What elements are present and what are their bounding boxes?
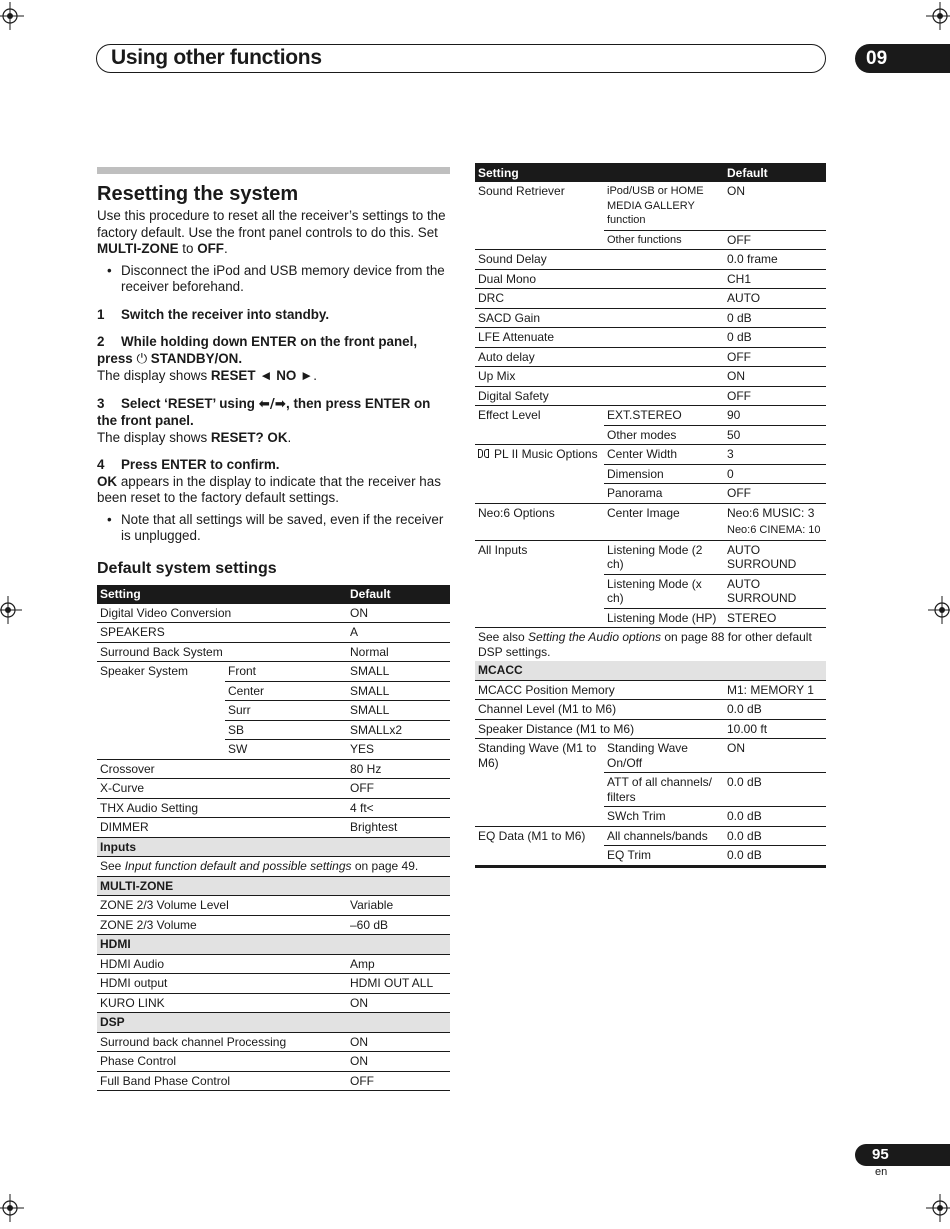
table-note-see-also: See also Setting the Audio options on page 88 for other default DSP settings. bbox=[478, 630, 812, 659]
table-row: Dimension 0 bbox=[475, 464, 826, 484]
table-row: Sound Delay 0.0 frame bbox=[475, 250, 826, 270]
table-row: Other functions OFF bbox=[475, 230, 826, 250]
page-language: en bbox=[875, 1166, 888, 1178]
table-row: EQ Trim 0.0 dB bbox=[607, 848, 762, 862]
table-row: Phase Control ON bbox=[97, 1052, 450, 1072]
table-row: Surr SMALL bbox=[97, 701, 450, 721]
table-row: THX Audio Setting 4 ft< bbox=[97, 798, 450, 818]
chapter-title: Using other functions bbox=[111, 46, 322, 69]
table-section-dsp: DSP bbox=[97, 1013, 450, 1033]
table-row: Listening Mode (HP) STEREO bbox=[475, 608, 826, 628]
table-row: DRC AUTO bbox=[475, 289, 826, 309]
table-section-mcacc: MCACC bbox=[475, 661, 826, 680]
table-header: Setting Default bbox=[97, 585, 450, 604]
table-row: X-Curve OFF bbox=[97, 779, 450, 799]
table-row: Up Mix ON bbox=[475, 367, 826, 387]
table-section-hdmi: HDMI bbox=[97, 935, 450, 955]
chapter-header-bar bbox=[96, 44, 826, 73]
table-row: Digital Safety OFF bbox=[475, 386, 826, 406]
table-row: ZONE 2/3 Volume Level Variable bbox=[97, 896, 450, 916]
table-row: KURO LINK ON bbox=[97, 993, 450, 1013]
table-row: SB SMALLx2 bbox=[97, 720, 450, 740]
table-row: Sound Retriever iPod/USB or HOME MEDIA GALLERY function ON bbox=[475, 182, 826, 230]
table-row: HDMI Audio Amp bbox=[97, 954, 450, 974]
table-row: MCACC Position Memory M1: MEMORY 1 bbox=[475, 680, 826, 700]
table-section-multizone: MULTI-ZONE bbox=[97, 876, 450, 896]
table-section-inputs: Inputs bbox=[97, 837, 450, 857]
table-row: SACD Gain 0 dB bbox=[475, 308, 826, 328]
table-header: Setting Default bbox=[475, 163, 826, 182]
step-4-description: OK appears in the display to indicate that the receiver has been reset to the factory default settings. bbox=[97, 473, 441, 505]
table-row: Surround back channel Processing ON bbox=[97, 1032, 450, 1052]
table-row: Auto delay OFF bbox=[475, 347, 826, 367]
step-2-description: The display shows RESET ◄ NO ►. bbox=[97, 368, 318, 383]
reset-intro: Use this procedure to reset all the receiver’s settings to the factory default. Use the front panel controls to do this. Set MULTI-ZONE to OFF. bbox=[97, 208, 446, 256]
table-row: ATT of all channels/ filters 0.0 dB bbox=[475, 773, 826, 807]
defaults-table-right bbox=[475, 163, 826, 865]
step-2: 2 While holding down ENTER on the front panel, press ⏻ STANDBY/ON. bbox=[97, 334, 418, 367]
table-row: LFE Attenuate 0 dB bbox=[475, 328, 826, 348]
table-row: EQ Data (M1 to M6) All channels/bands 0.0 dB bbox=[475, 826, 826, 846]
table-row: Digital Video Conversion ON bbox=[97, 604, 450, 623]
table-row: DIMMER Brightest bbox=[97, 818, 450, 838]
table-row: Full Band Phase Control OFF bbox=[97, 1071, 450, 1091]
table-note-inputs: See Input function default and possible settings on page 49. bbox=[97, 857, 450, 877]
table-row: Surround Back System Normal bbox=[97, 642, 450, 662]
table-row: SWch Trim 0.0 dB bbox=[475, 807, 826, 827]
table-row: Center SMALL bbox=[97, 681, 450, 701]
table-row: SW YES bbox=[97, 740, 450, 760]
page-number: 95 bbox=[855, 1144, 950, 1166]
section-title-defaults: Default system settings bbox=[97, 559, 277, 577]
table-row: HDMI output HDMI OUT ALL bbox=[97, 974, 450, 994]
defaults-table-left bbox=[97, 585, 450, 1092]
table-row: Listening Mode (x ch) AUTO SURROUND bbox=[475, 574, 826, 608]
table-row: Speaker Distance (M1 to M6) 10.00 ft bbox=[475, 719, 826, 739]
step-4: 4 Press ENTER to confirm. bbox=[97, 457, 280, 472]
registration-mark-bottom-left bbox=[0, 1194, 24, 1222]
right-column bbox=[475, 163, 826, 868]
table-row: Crossover 80 Hz bbox=[97, 759, 450, 779]
step-3: 3 Select ‘RESET’ using ⬅/➡, then press ENTER on the front panel. bbox=[97, 395, 431, 428]
registration-mark-top-right bbox=[926, 2, 950, 30]
table-end-rule bbox=[475, 865, 826, 868]
table-row: PL II Music Options Center Width 3 bbox=[475, 445, 826, 465]
registration-mark-mid-right bbox=[928, 596, 950, 624]
table-row: Neo:6 Options Center Image Neo:6 MUSIC: 3 Neo:6 CINEMA: 10 bbox=[475, 503, 826, 540]
table-row: Channel Level (M1 to M6) 0.0 dB bbox=[475, 700, 826, 720]
section-title-reset: Resetting the system bbox=[97, 183, 299, 205]
left-column bbox=[97, 167, 450, 1091]
power-icon: ⏻ bbox=[136, 351, 148, 367]
table-row: ZONE 2/3 Volume –60 dB bbox=[97, 915, 450, 935]
table-row: Other modes 50 bbox=[475, 425, 826, 445]
table-row: Dual Mono CH1 bbox=[475, 269, 826, 289]
registration-mark-top-left bbox=[0, 2, 24, 30]
step-3-description: The display shows RESET? OK. bbox=[97, 429, 292, 445]
reset-bullet-note: • Note that all settings will be saved, even if the receiver is unplugged. bbox=[97, 512, 450, 545]
section-rule bbox=[97, 167, 450, 174]
registration-mark-mid-left bbox=[0, 596, 22, 624]
table-row: SPEAKERS A bbox=[97, 623, 450, 643]
left-right-arrow-icon: ⬅/➡ bbox=[258, 396, 287, 412]
table-row: Panorama OFF bbox=[475, 484, 826, 504]
table-row: Standing Wave (M1 to M6) Standing Wave On/Off ON bbox=[475, 739, 826, 773]
chapter-number-tab: 09 bbox=[855, 44, 950, 73]
table-row: All Inputs Listening Mode (2 ch) AUTO SURROUND bbox=[475, 540, 826, 574]
dolby-icon bbox=[478, 449, 491, 458]
registration-mark-bottom-right bbox=[926, 1194, 950, 1222]
step-1: 1 Switch the receiver into standby. bbox=[97, 306, 330, 322]
table-row: Effect Level EXT.STEREO 90 bbox=[475, 406, 826, 426]
table-row: Speaker System Front SMALL bbox=[97, 662, 450, 682]
reset-bullet-disconnect: • Disconnect the iPod and USB memory device from the receiver beforehand. bbox=[97, 263, 450, 296]
